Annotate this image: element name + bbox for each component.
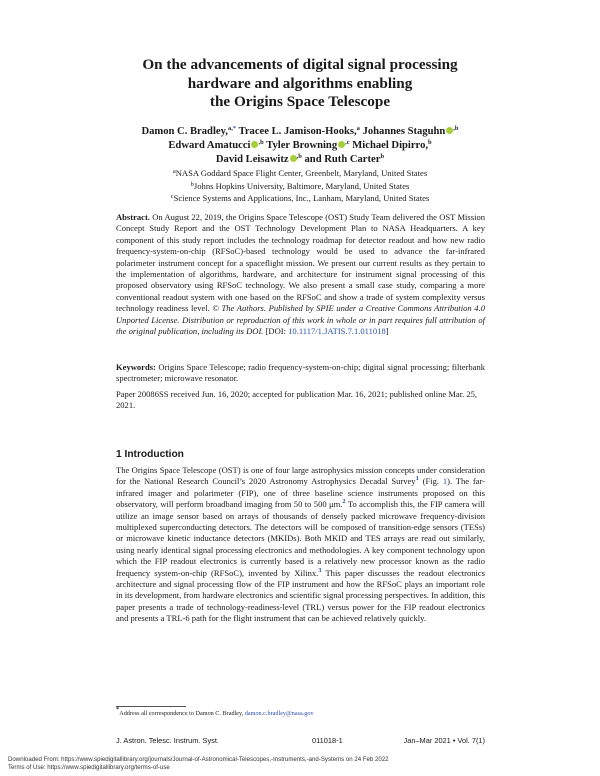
license-text: © The Authors. Published by SPIE under a Creative Commons Attribution 4.0 Unported License. Distribution or reproduction of this work in whole or in part requires full attribution of the original publication, including its DOI. — [116, 303, 485, 337]
title-line-1: On the advancements of digital signal processing — [142, 56, 458, 73]
author-name: Damon C. Bradley, — [141, 126, 228, 137]
download-notice — [8, 756, 389, 771]
author-affil: ,b — [453, 125, 459, 132]
footer-journal: J. Astron. Telesc. Instrum. Syst. — [116, 736, 219, 745]
affiliation-mark: a — [172, 168, 176, 175]
author-line-3 — [60, 153, 540, 167]
footnote-text: Address all correspondence to Damon C. Bradley, — [119, 710, 244, 717]
body-text-segment: (Fig. — [418, 476, 443, 487]
doi-link[interactable]: 10.1117/1.JATIS.7.1.011018 — [288, 326, 386, 337]
title-line-3: the Origins Space Telescope — [209, 93, 391, 110]
affiliation — [60, 167, 540, 180]
introduction-paragraph — [116, 465, 485, 625]
author-line-1 — [60, 125, 540, 139]
author-list — [60, 125, 540, 167]
download-line: Downloaded From: https://www.spiedigitallibrary.org/journals/Journal-of-Astronomical-Telescopes,-Instruments,-and-Systems on 24 Feb 2022 — [8, 756, 389, 763]
affiliation-mark: c — [170, 193, 174, 201]
doi-suffix: ] — [385, 326, 389, 337]
footnote — [116, 706, 314, 718]
figure-link[interactable]: 1 — [442, 476, 448, 487]
author-affil: b — [380, 153, 385, 160]
author-name: Michael Dipirro, — [352, 140, 429, 151]
author-name: Johannes Staguhn — [362, 126, 446, 137]
paper-info: Paper 20086SS received Jun. 16, 2020; accepted for publication Mar. 16, 2021; published online Mar. 25, 2021. — [116, 389, 478, 411]
affiliations — [60, 167, 540, 205]
keywords — [116, 362, 485, 385]
author-affil: b — [428, 139, 432, 146]
author-and: and — [304, 154, 322, 165]
author-affil: a, — [227, 125, 233, 132]
affiliation-text: Johns Hopkins University, Baltimore, Maryland, United States — [193, 180, 410, 191]
title-line-2: hardware and algorithms enabling — [187, 74, 413, 92]
terms-line: Terms of Use: https://www.spiedigitallibrary.org/terms-of-use — [8, 763, 170, 771]
author-affil: ,b — [296, 153, 302, 160]
reference-link[interactable]: 2 — [342, 498, 346, 506]
paper-title — [60, 56, 540, 112]
reference-link[interactable]: 3 — [318, 566, 322, 574]
footnote-mark: * — [116, 706, 120, 713]
doi-prefix: [DOI: — [265, 326, 286, 337]
keywords-label: Keywords: — [116, 362, 156, 372]
body-text-segment: ). The far-infrared imager and polarimeter (FIP), one of three baseline science instruments proposed on this observatory, will perform broadband imaging from 50 to 500 μm. — [116, 476, 485, 510]
footer-page-number: 011018-1 — [312, 736, 343, 745]
author-name: Tyler Browning — [266, 140, 338, 151]
author-name: David Leisawitz — [215, 154, 289, 165]
affiliation-mark: b — [190, 180, 194, 188]
footnote-divider — [116, 706, 186, 707]
affiliation — [60, 180, 540, 193]
orcid-icon[interactable] — [290, 155, 297, 162]
affiliation-text: NASA Goddard Space Flight Center, Greenbelt, Maryland, United States — [175, 168, 428, 178]
body-text-segment: The Origins Space Telescope (OST) is one of four large astrophysics mission concepts under consideration for the National Research Council’s 2020 Astronomy Astrophysics Decadal Survey — [116, 465, 485, 487]
abstract-text: On August 22, 2019, the Origins Space Telescope (OST) Study Team delivered the OST Mission Concept Study Report and the OST Technology Development Plan to NASA Headquarters. A key component of this study report includes the technology roadmap for detector readout and how new radio frequency-system-on-chip (RFSoC)-based technology would be used to advance the far-infrared polarimeter instrument concept for a spaceflight mission. We present our current results as they pertain to the implementation of algorithms, hardware, and architecture for instrument signal processing of this proposed observatory using RFSoC technology. We also present a small case study, comparing a more conventional readout system with one based on the RFSoC and show a trade of system complexity versus technology readiness level. — [116, 212, 485, 314]
author-affil: a — [356, 125, 360, 132]
author-name: Edward Amatucci — [168, 140, 251, 151]
keywords-text: Origins Space Telescope; radio frequency-system-on-chip; digital signal processing; filterbank spectrometer; microwave resonator. — [116, 362, 485, 384]
abstract — [116, 212, 485, 337]
affiliation — [60, 192, 540, 205]
footer-issue: Jan–Mar 2021 • Vol. 7(1) — [403, 736, 485, 745]
body-text-segment: To accomplish this, the FIP camera will utilize an image sensor based on arrays of thousands of densely packed microwave frequency-division multiplexed superconducting detectors. The detectors will be composed of transition-edge sensors (TESs) or microwave kinetic inductance detectors (MKIDs). Both MKID and TES arrays are read out similarly, using nearly identical signal processing electronics and methodologies. A key component technology upon which the FIP readout electronics is currently based is a relatively new processor known as the radio frequency system-on-chip (RFSoC), invented by Xilinx. — [116, 499, 485, 578]
affiliation-text: Science Systems and Applications, Inc., Lanham, Maryland, United States — [173, 193, 430, 204]
author-line-2 — [60, 139, 540, 153]
reference-link[interactable]: 1 — [415, 475, 419, 483]
email-link[interactable]: damon.c.bradley@nasa.gov — [244, 710, 314, 717]
author-name: Ruth Carter — [324, 154, 381, 165]
author-affil: ,b — [258, 139, 264, 146]
corresponding-author-mark[interactable]: * — [232, 125, 237, 132]
body-text-segment: This paper discusses the readout electronics architecture and signal processing flow of the FIP instrument and how the RFSoC plays an important role in its development, from hardware electronics and scientific signal processing perspectives. In addition, this paper presents a trade of technology-readiness-level (TRL) versus power for the FIP readout electronics and presents a TRL-6 path for the flight instrument that can be achieved relatively quickly. — [116, 567, 485, 624]
author-name: Tracee L. Jamison-Hooks, — [238, 126, 357, 137]
section-heading: 1 Introduction — [116, 449, 184, 460]
abstract-label: Abstract. — [116, 212, 150, 222]
author-affil: ,c — [345, 139, 350, 146]
